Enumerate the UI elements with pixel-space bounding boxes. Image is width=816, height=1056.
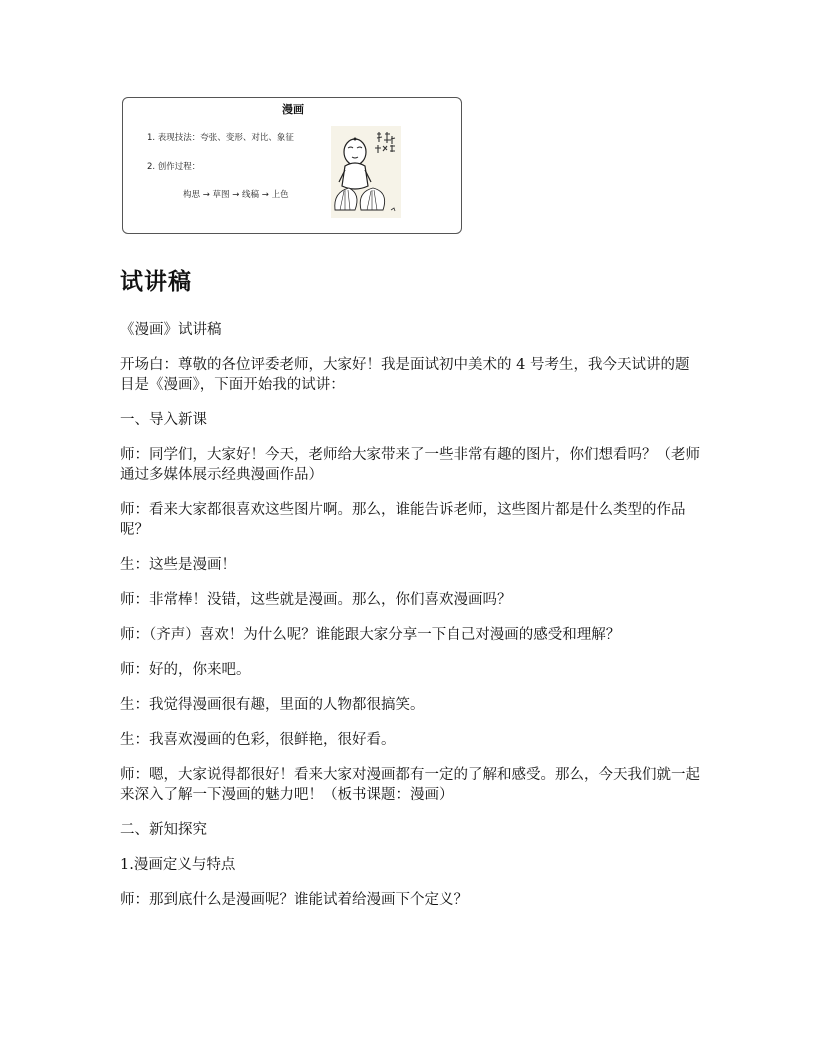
paragraph: 师：好的，你来吧。	[120, 662, 251, 678]
lesson-slide	[122, 97, 462, 234]
cartoon-illustration	[331, 126, 401, 218]
paragraph: 师：看来大家都很喜欢这些图片啊。那么，谁能告诉老师，这些图片都是什么类型的作品呢？	[120, 502, 686, 538]
paragraph: 师：非常棒！没错，这些就是漫画。那么，你们喜欢漫画吗？	[120, 592, 512, 608]
script-body	[120, 320, 700, 925]
paragraph: 师：（齐声）喜欢！为什么呢？谁能跟大家分享一下自己对漫画的感受和理解？	[120, 627, 621, 643]
subsection-heading: 1.漫画定义与特点	[120, 857, 236, 873]
slide-item-techniques: 1. 表现技法：夸张、变形、对比、象征	[147, 133, 294, 143]
paragraph: 师：那到底什么是漫画呢？谁能试着给漫画下个定义？	[120, 892, 468, 908]
slide-process-steps: 构思 → 草图 → 线稿 → 上色	[183, 190, 289, 200]
section-heading-explore: 二、新知探究	[120, 822, 207, 838]
paragraph: 生：我觉得漫画很有趣，里面的人物都很搞笑。	[120, 697, 425, 713]
paragraph: 师：嗯，大家说得都很好！看来大家对漫画都有一定的了解和感受。那么，今天我们就一起来深入了解一下漫画的魅力吧！（板书课题：漫画）	[120, 767, 700, 803]
paragraph: 生：这些是漫画！	[120, 557, 236, 573]
slide-title: 漫画	[282, 103, 304, 116]
page-title: 试讲稿	[120, 269, 192, 295]
paragraph: 师：同学们，大家好！今天，老师给大家带来了一些非常有趣的图片，你们想看吗？（老师通过多媒体展示经典漫画作品）	[120, 447, 700, 483]
paragraph: 生：我喜欢漫画的色彩，很鲜艳，很好看。	[120, 732, 396, 748]
paragraph-opening: 开场白：尊敬的各位评委老师，大家好！我是面试初中美术的 4 号考生，我今天试讲的题目是《漫画》，下面开始我的试讲：	[120, 357, 690, 393]
doc-title-line: 《漫画》试讲稿	[120, 322, 222, 338]
slide-item-process: 2. 创作过程：	[147, 162, 201, 172]
section-heading-intro: 一、导入新课	[120, 412, 207, 428]
